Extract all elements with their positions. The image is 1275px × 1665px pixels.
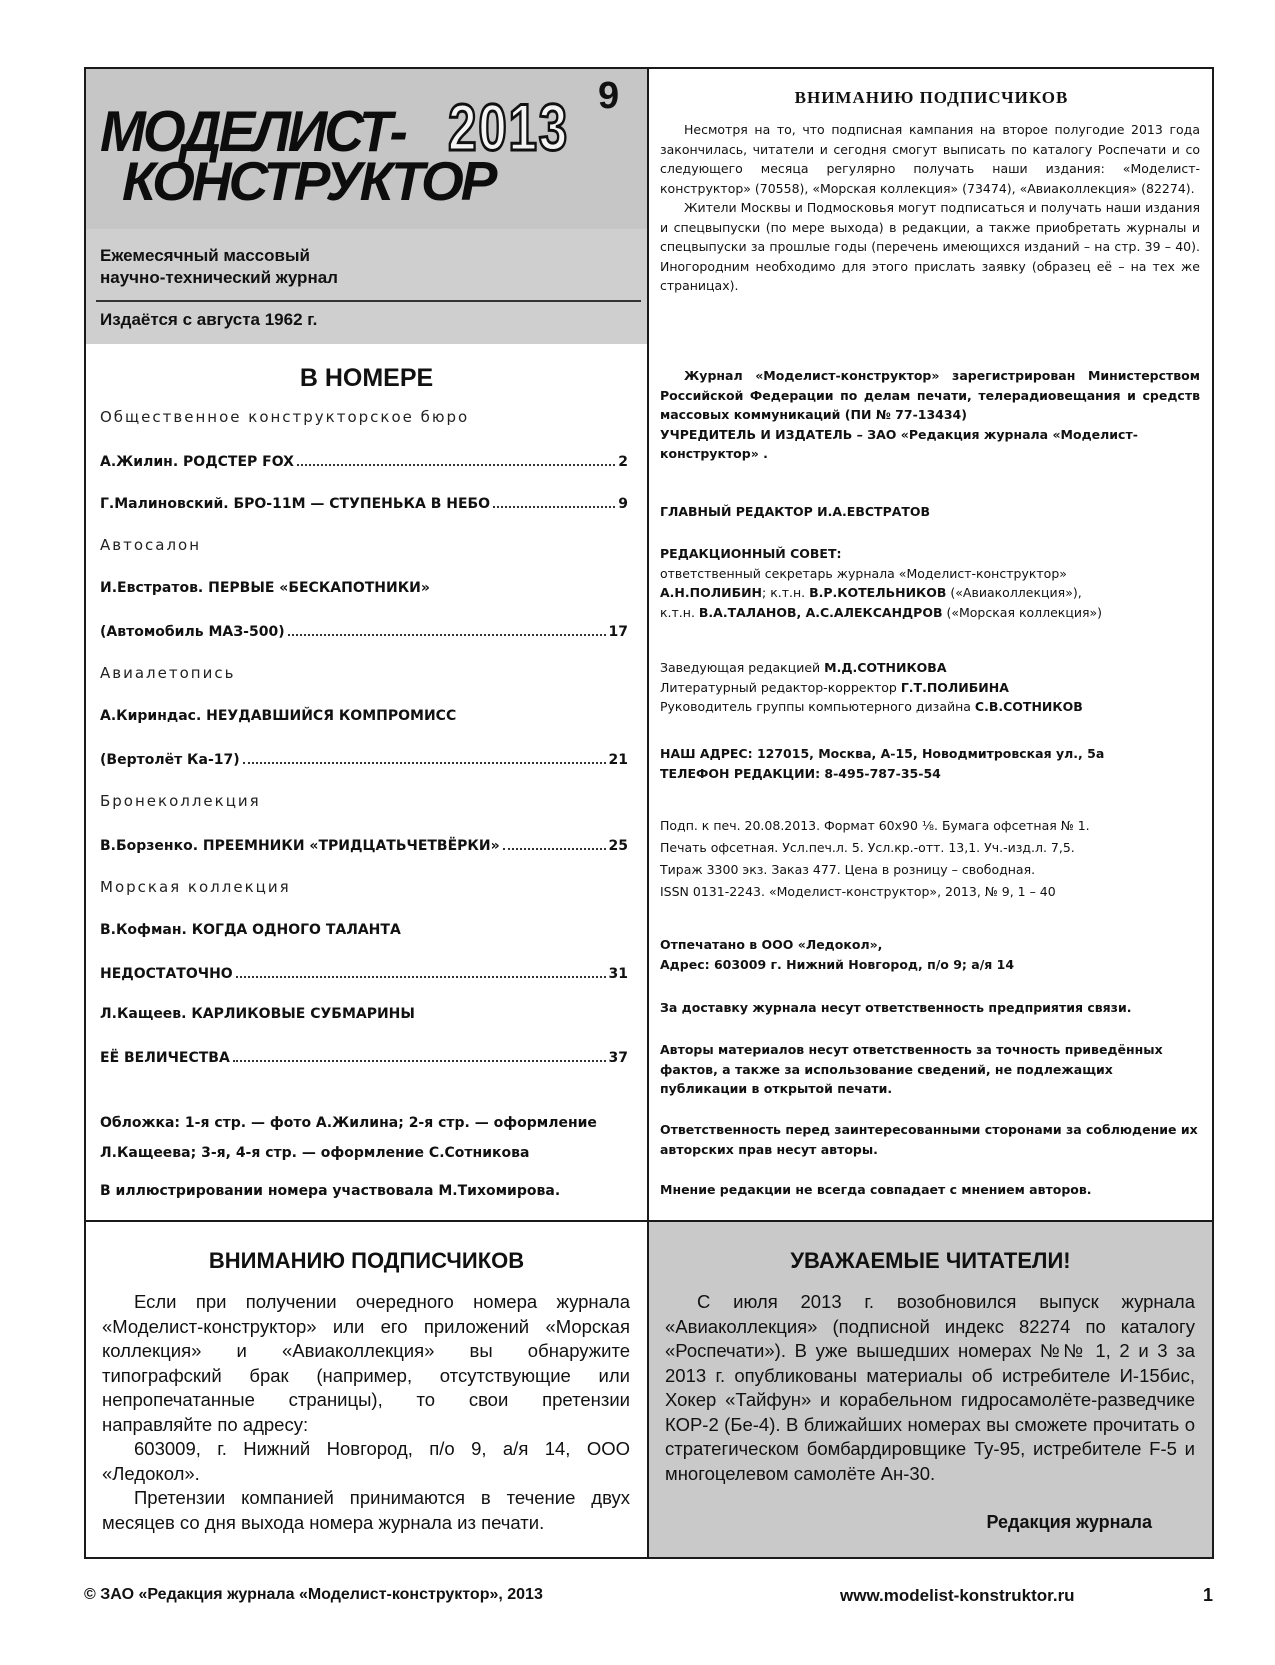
- toc-section: Автосалон: [100, 536, 202, 554]
- subscribers-title: ВНИМАНИЮ ПОДПИСЧИКОВ: [794, 88, 1069, 107]
- toc-item: (Вертолёт Ка-17) 21: [100, 752, 628, 768]
- issue-year: 2013: [448, 90, 569, 164]
- toc-item: А.Жилин. РОДСТЕР FOX 2: [100, 454, 628, 470]
- toc-item: Г.Малиновский. БРО-11М — СТУПЕНЬКА В НЕБО 9: [100, 496, 628, 512]
- editorial-staff: Заведующая редакцией М.Д.СОТНИКОВА Литературный редактор-корректор Г.Т.ПОЛИБИНА Руководитель группы компьютерного дизайна С.В.СОТНИКОВ: [660, 660, 1083, 714]
- subscribers-notice-box: [86, 1222, 647, 1557]
- toc-item: НЕДОСТАТОЧНО 31: [100, 966, 628, 982]
- readers-title: УВАЖАЕМЫЕ ЧИТАТЕЛИ!: [790, 1248, 1071, 1273]
- illustration-credit: В иллюстрировании номера участвовала М.Тихомирова.: [100, 1183, 561, 1199]
- cover-credits: Обложка: 1-я стр. — фото А.Жилина; 2-я стр. — оформление Л.Кащеева; 3-я, 4-я стр. — оформление С.Сотникова: [100, 1115, 597, 1161]
- page-number: 1: [1203, 1585, 1214, 1605]
- rights-note: Ответственность перед заинтересованными сторонами за соблюдение их авторских прав несут авторы.: [660, 1122, 1198, 1157]
- toc-item: (Автомобиль МАЗ-500) 17: [100, 624, 628, 640]
- masthead-since: Издаётся с августа 1962 г.: [100, 310, 318, 329]
- delivery-note: За доставку журнала несут ответственность предприятия связи.: [660, 1000, 1132, 1015]
- chief-editor: ГЛАВНЫЙ РЕДАКТОР И.А.ЕВСТРАТОВ: [660, 504, 931, 519]
- toc-item-title: И.Евстратов. ПЕРВЫЕ «БЕСКАПОТНИКИ»: [100, 580, 430, 596]
- toc-item-title: Л.Кащеев. КАРЛИКОВЫЕ СУБМАРИНЫ: [100, 1006, 415, 1022]
- logo-line-1: МОДЕЛИСТ-: [100, 98, 405, 164]
- masthead: [86, 69, 647, 344]
- toc-item: В.Борзенко. ПРЕЕМНИКИ «ТРИДЦАТЬЧЕТВЁРКИ» 25: [100, 838, 628, 854]
- toc-section: Общественное конструкторское бюро: [100, 408, 470, 426]
- subscribers-text: Несмотря на то, что подписная кампания на второе полугодие 2013 года закончилась, читатели и сегодня смогут выписать по каталогу Роспечати и со следующего месяца регулярно получать наши издания: «Моделист-конструктор» (70558), «Морская коллекция» (73474), «Авиаколлекция» (82274). Жители Москвы и Подмосковья могут подписаться и получать наши издания и спецвыпуски (по мере выхода) в редакции, а также приобретать журналы и спецвыпуски за прошлые годы (перечень имеющихся изданий – на стр. 39 – 40). Иногородним необходимо для этого прислать заявку (образец её – на тех же страницах).: [660, 122, 1200, 293]
- masthead-logo-area: [86, 69, 647, 229]
- toc-item: ЕЁ ВЕЛИЧЕСТВА 37: [100, 1050, 628, 1066]
- footer-copyright: © ЗАО «Редакция журнала «Моделист-конструктор», 2013: [84, 1586, 543, 1603]
- readers-body: С июля 2013 г. возобновился выпуск журнала «Авиаколлекция» (подписной индекс 82274 по каталогу «Роспечати»). В уже вышедших номерах №№ 1, 2 и 3 за 2013 г. опубликованы материалы об истребителе И-15бис, Хокер «Тайфун» и корабельном гидросамолёте-разведчике КОР-2 (Бе-4). В ближайших номерах вы сможете прочитать о стратегическом бомбардировщике Ту-95, истребителе F-5 и многоцелевом самолёте Ан-30.: [665, 1291, 1195, 1484]
- masthead-rule: [96, 300, 641, 302]
- toc-section: Морская коллекция: [100, 878, 291, 896]
- readers-notice-box: [649, 1222, 1212, 1557]
- toc-item-title: А.Кириндас. НЕУДАВШИЙСЯ КОМПРОМИСС: [100, 708, 457, 724]
- opinion-note: Мнение редакции не всегда совпадает с мнением авторов.: [660, 1182, 1092, 1197]
- notice-title: ВНИМАНИЮ ПОДПИСЧИКОВ: [208, 1248, 525, 1273]
- readers-signature: Редакция журнала: [986, 1512, 1152, 1532]
- notice-body: Если при получении очередного номера журнала «Моделист-конструктор» или его приложений «Морская коллекция» и «Авиаколлекция» вы обнаружите типографский брак (например, отсутствующие или непропечатанные страницы), то свои претензии направляйте по адресу: 603009, г. Нижний Новгород, п/о 9, а/я 14, ООО «Ледокол». Претензии компанией принимаются в течение двух месяцев со дня выхода номера журнала из печати.: [102, 1291, 630, 1533]
- footer-website-link[interactable]: www.modelist-konstruktor.ru: [840, 1586, 1075, 1605]
- printing-house: Отпечатано в ООО «Ледокол», Адрес: 603009 г. Нижний Новгород, п/о 9; а/я 14: [660, 937, 1015, 972]
- masthead-subtitle: Ежемесячный массовый научно-технический журнал: [100, 246, 338, 287]
- editorial-council: РЕДАКЦИОННЫЙ СОВЕТ: ответственный секретарь журнала «Моделист-конструктор» А.Н.ПОЛИБИН; к.т.н. В.Р.КОТЕЛЬНИКОВ («Авиаколлекция»), к.т.н. В.А.ТАЛАНОВ, А.С.АЛЕКСАНДРОВ («Морская коллекция»): [660, 546, 1103, 620]
- issue-number: 9: [598, 75, 620, 117]
- authors-note: Авторы материалов несут ответственность за точность приведённых фактов, а также за использование сведений, не подлежащих публикации в открытой печати.: [660, 1042, 1163, 1096]
- registration-info: Журнал «Моделист-конструктор» зарегистрирован Министерством Российской Федерации по делам печати, телерадиовещания и средств массовых коммуникаций (ПИ № 77-13434) УЧРЕДИТЕЛЬ И ИЗДАТЕЛЬ – ЗАО «Редакция журнала «Моделист-конструктор» .: [660, 368, 1200, 461]
- logo-line-2: КОНСТРУКТОР: [122, 150, 495, 212]
- toc-item-title: В.Кофман. КОГДА ОДНОГО ТАЛАНТА: [100, 922, 401, 938]
- toc-section: Бронеколлекция: [100, 792, 261, 810]
- contents-title: В НОМЕРЕ: [299, 364, 434, 392]
- toc-section: Авиалетопись: [100, 664, 236, 682]
- editorial-address: НАШ АДРЕС: 127015, Москва, А-15, Новодмитровская ул., 5а ТЕЛЕФОН РЕДАКЦИИ: 8-495-787-35-54: [660, 746, 1105, 781]
- print-details: Подп. к печ. 20.08.2013. Формат 60х90 ⅛. Бумага офсетная № 1. Печать офсетная. Усл.печ.л. 5. Усл.кр.-отт. 13,1. Уч.-изд.л. 7,5. Тираж 3300 экз. Заказ 477. Цена в розницу – свободная. ISSN 0131-2243. «Моделист-конструктор», 2013, № 9, 1 – 40: [660, 818, 1090, 899]
